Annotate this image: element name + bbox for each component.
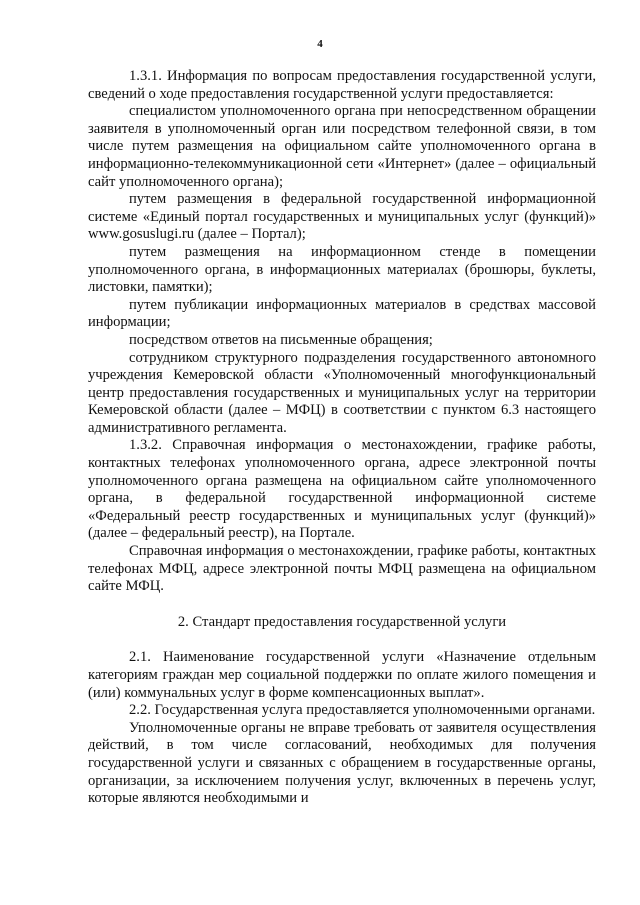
paragraph-portal: путем размещения в федеральной государственной информационной системе «Единый портал государственных и муниципальных услуг (функций)» www.gosuslugi.ru (далее – Портал);: [88, 191, 596, 243]
page-number: 4: [317, 38, 323, 50]
paragraph-mfc-employee: сотрудником структурного подразделения государственного автономного учреждения Кемеровской области «Уполномоченный многофункциональный центр предоставления государственных и муниципальных услуг на территории Кемеровской области (далее – МФЦ) в соответствии с пунктом 6.3 настоящего административного регламента.: [88, 349, 596, 436]
paragraph-mass-media: путем публикации информационных материалов в средствах массовой информации;: [88, 296, 596, 331]
paragraph-written-requests: посредством ответов на письменные обращения;: [129, 331, 433, 348]
paragraph-2-1: 2.1. Наименование государственной услуги «Назначение отдельным категориям граждан мер социальной поддержки по оплате жилого помещения и (или) коммунальных услуг в форме компенсационных выплат».: [88, 649, 596, 701]
paragraph-specialist: специалистом уполномоченного органа при непосредственном обращении заявителя в уполномоченный орган или посредством телефонной связи, в том числе путем размещения на официальном сайте уполномоченного органа в информационно-телекоммуникационной сети «Интернет» (далее – официальный сайт уполномоченного органа);: [88, 103, 596, 190]
section-2-heading: 2. Стандарт предоставления государственной услуги: [177, 613, 507, 630]
paragraph-1-3-1: 1.3.1. Информация по вопросам предоставления государственной услуги, сведений о ходе предоставления государственной услуги предоставляется:: [88, 68, 596, 102]
paragraph-1-3-2: 1.3.2. Справочная информация о местонахождении, графике работы, контактных телефонах уполномоченного органа, адресе электронной почты уполномоченного органа размещена на официальном сайте уполномоченного органа, в федеральной государственной информационной системе «Федеральный реестр государственных и муниципальных услуг (функций)» (далее – федеральный реестр), на Портале.: [88, 437, 596, 542]
document-body: [88, 68, 596, 808]
paragraph-authorized-bodies: Уполномоченные органы не вправе требовать от заявителя осуществления действий, в том числе согласований, необходимых для получения государственной услуги и связанных с обращением в государственные органы, организации, за исключением получения услуг, включенных в перечень услуг, которые являются необходимыми и: [88, 719, 596, 807]
paragraph-info-stand: путем размещения на информационном стенде в помещении уполномоченного органа, в информационных материалах (брошюры, буклеты, листовки, памятки);: [88, 243, 596, 296]
paragraph-mfc-reference: Справочная информация о местонахождении, графике работы, контактных телефонах МФЦ, адресе электронной почты МФЦ размещена на официальном сайте МФЦ.: [88, 543, 596, 595]
paragraph-2-2: 2.2. Государственная услуга предоставляется уполномоченными органами.: [129, 702, 596, 719]
